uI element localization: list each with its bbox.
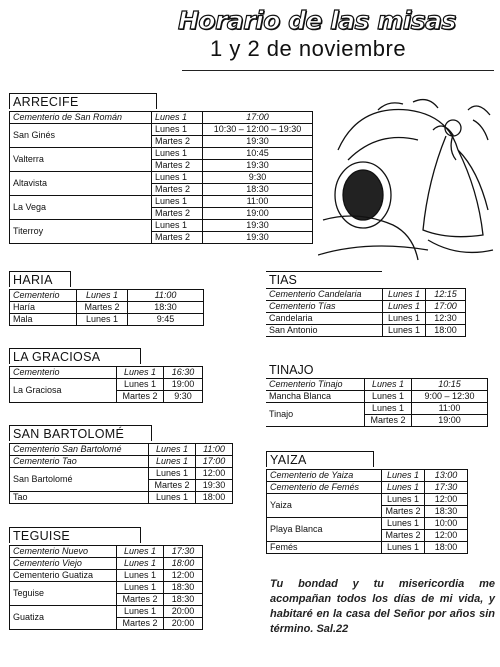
time-cell: 19:30 (203, 136, 313, 148)
place-cell: Guatiza (10, 606, 117, 630)
day-cell: Lunes 1 (152, 196, 203, 208)
table-row (10, 456, 233, 468)
schedule-table (9, 366, 203, 403)
day-cell: Martes 2 (117, 594, 164, 606)
time-cell: 19:00 (164, 379, 203, 391)
time-cell: 9:45 (128, 314, 204, 326)
time-cell: 13:00 (425, 470, 468, 482)
day-cell: Lunes 1 (117, 379, 164, 391)
day-cell: Lunes 1 (77, 290, 128, 302)
time-cell: 18:00 (196, 492, 233, 504)
schedule-table (266, 288, 466, 337)
time-cell: 11:00 (412, 403, 488, 415)
section-title: YAIZA (266, 451, 374, 467)
place-cell: Valterra (10, 148, 152, 172)
table-row (10, 196, 313, 208)
time-cell: 19:30 (203, 160, 313, 172)
time-cell: 11:00 (196, 444, 233, 456)
day-cell: Lunes 1 (383, 325, 426, 337)
time-cell: 10:15 (412, 379, 488, 391)
table-row (10, 290, 204, 302)
time-cell: 12:00 (196, 468, 233, 480)
table-row (267, 482, 468, 494)
time-cell: 10:30 – 12:00 – 19:30 (203, 124, 313, 136)
place-cell: Mancha Blanca (266, 391, 365, 403)
time-cell: 18:30 (425, 506, 468, 518)
place-cell: Cementerio Tinajo (266, 379, 365, 391)
day-cell: Lunes 1 (117, 570, 164, 582)
place-cell: Cementerio de Femés (267, 482, 382, 494)
day-cell: Lunes 1 (149, 456, 196, 468)
section-title: LA GRACIOSA (9, 348, 141, 364)
section-teguise (9, 527, 203, 630)
time-cell: 18:00 (425, 542, 468, 554)
day-cell: Martes 2 (117, 618, 164, 630)
time-cell: 10:00 (425, 518, 468, 530)
day-cell: Lunes 1 (383, 289, 426, 301)
page-title: Horario de las misas (178, 6, 456, 35)
table-row (267, 542, 468, 554)
place-cell: La Graciosa (10, 379, 117, 403)
table-row (10, 148, 313, 160)
bible-quote: Tu bondad y tu misericordia me acompañan todos los días de mi vida, y habitaré en la casa del Señor por años sin término. Sal.22 (270, 578, 495, 635)
time-cell: 18:00 (426, 325, 466, 337)
place-cell: Candelaria (266, 313, 383, 325)
time-cell: 19:30 (196, 480, 233, 492)
day-cell: Lunes 1 (365, 403, 412, 415)
section-tias-table (266, 288, 466, 337)
table-row (10, 314, 204, 326)
place-cell: Cementerio Viejo (10, 558, 117, 570)
table-row (10, 546, 203, 558)
day-cell: Lunes 1 (382, 494, 425, 506)
table-row (267, 518, 468, 530)
section-la-graciosa (9, 348, 203, 403)
day-cell: Lunes 1 (382, 542, 425, 554)
place-cell: Yaiza (267, 494, 382, 518)
section-title: HARIA (9, 271, 71, 287)
place-cell: San Bartolomé (10, 468, 149, 492)
day-cell: Martes 2 (149, 480, 196, 492)
day-cell: Martes 2 (152, 232, 203, 244)
table-row (267, 494, 468, 506)
time-cell: 12:15 (426, 289, 466, 301)
day-cell: Martes 2 (382, 530, 425, 542)
day-cell: Lunes 1 (149, 444, 196, 456)
day-cell: Lunes 1 (117, 367, 164, 379)
section-tias (266, 271, 386, 288)
section-tinajo (266, 362, 342, 378)
table-row (10, 492, 233, 504)
day-cell: Lunes 1 (365, 391, 412, 403)
table-row (267, 470, 468, 482)
table-row (10, 570, 203, 582)
section-arrecife (9, 93, 313, 244)
day-cell: Lunes 1 (152, 172, 203, 184)
table-row (10, 444, 233, 456)
place-cell: Cementerio de San Román (10, 112, 152, 124)
time-cell: 9:30 (203, 172, 313, 184)
time-cell: 11:00 (128, 290, 204, 302)
day-cell: Lunes 1 (117, 606, 164, 618)
table-row (266, 403, 488, 415)
time-cell: 9:00 – 12:30 (412, 391, 488, 403)
time-cell: 18:30 (203, 184, 313, 196)
section-haria (9, 271, 204, 326)
title-underline (182, 70, 494, 71)
place-cell: Tao (10, 492, 149, 504)
section-title: TINAJO (269, 363, 314, 377)
time-cell: 12:30 (426, 313, 466, 325)
place-cell: Cementerio (10, 367, 117, 379)
section-yaiza (266, 451, 468, 554)
place-cell: Cementerio Guatiza (10, 570, 117, 582)
table-row (266, 391, 488, 403)
schedule-table (9, 111, 313, 244)
place-cell: Cementerio Tías (266, 301, 383, 313)
place-cell: San Antonio (266, 325, 383, 337)
time-cell: 18:30 (164, 594, 203, 606)
time-cell: 17:00 (426, 301, 466, 313)
time-cell: 12:00 (425, 494, 468, 506)
table-row (10, 302, 204, 314)
table-row (10, 367, 203, 379)
day-cell: Lunes 1 (149, 468, 196, 480)
section-title: ARRECIFE (9, 93, 157, 109)
time-cell: 18:30 (164, 582, 203, 594)
time-cell: 19:30 (203, 232, 313, 244)
section-san-bartolome (9, 425, 233, 504)
day-cell: Lunes 1 (152, 220, 203, 232)
table-row (266, 325, 466, 337)
time-cell: 18:30 (128, 302, 204, 314)
time-cell: 17:00 (203, 112, 313, 124)
table-row (10, 220, 313, 232)
time-cell: 16:30 (164, 367, 203, 379)
page-subtitle: 1 y 2 de noviembre (210, 36, 407, 61)
table-row (10, 606, 203, 618)
time-cell: 17:00 (196, 456, 233, 468)
day-cell: Martes 2 (152, 184, 203, 196)
place-cell: Haría (10, 302, 77, 314)
day-cell: Martes 2 (152, 208, 203, 220)
time-cell: 11:00 (203, 196, 313, 208)
place-cell: Femés (267, 542, 382, 554)
schedule-table (266, 378, 488, 427)
day-cell: Lunes 1 (117, 546, 164, 558)
table-row (266, 301, 466, 313)
day-cell: Lunes 1 (117, 558, 164, 570)
day-cell: Martes 2 (152, 136, 203, 148)
table-row (10, 379, 203, 391)
schedule-table (266, 469, 468, 554)
day-cell: Martes 2 (117, 391, 164, 403)
day-cell: Lunes 1 (365, 379, 412, 391)
table-row (10, 172, 313, 184)
table-row (10, 124, 313, 136)
place-cell: Tinajo (266, 403, 365, 427)
section-title: TEGUISE (9, 527, 141, 543)
time-cell: 17:30 (425, 482, 468, 494)
time-cell: 19:00 (412, 415, 488, 427)
day-cell: Lunes 1 (152, 148, 203, 160)
section-title: TIAS (266, 271, 382, 288)
day-cell: Lunes 1 (382, 470, 425, 482)
place-cell: Cementerio San Bartolomé (10, 444, 149, 456)
table-row (266, 289, 466, 301)
day-cell: Lunes 1 (152, 112, 203, 124)
time-cell: 18:00 (164, 558, 203, 570)
place-cell: Titerroy (10, 220, 152, 244)
time-cell: 20:00 (164, 606, 203, 618)
time-cell: 9:30 (164, 391, 203, 403)
place-cell: Cementerio Nuevo (10, 546, 117, 558)
section-title: SAN BARTOLOMÉ (9, 425, 152, 441)
table-row (10, 582, 203, 594)
day-cell: Martes 2 (365, 415, 412, 427)
day-cell: Lunes 1 (382, 482, 425, 494)
day-cell: Lunes 1 (77, 314, 128, 326)
section-tinajo-table (266, 378, 488, 427)
place-cell: Cementerio Candelaria (266, 289, 383, 301)
day-cell: Martes 2 (77, 302, 128, 314)
day-cell: Martes 2 (152, 160, 203, 172)
day-cell: Lunes 1 (149, 492, 196, 504)
day-cell: Lunes 1 (152, 124, 203, 136)
day-cell: Lunes 1 (383, 301, 426, 313)
schedule-table (9, 289, 204, 326)
day-cell: Lunes 1 (382, 518, 425, 530)
time-cell: 19:00 (203, 208, 313, 220)
time-cell: 10:45 (203, 148, 313, 160)
place-cell: Playa Blanca (267, 518, 382, 542)
day-cell: Martes 2 (382, 506, 425, 518)
time-cell: 17:30 (164, 546, 203, 558)
schedule-table (9, 443, 233, 504)
time-cell: 20:00 (164, 618, 203, 630)
table-row (10, 558, 203, 570)
table-row (10, 112, 313, 124)
day-cell: Lunes 1 (383, 313, 426, 325)
time-cell: 19:30 (203, 220, 313, 232)
table-row (266, 379, 488, 391)
place-cell: Mala (10, 314, 77, 326)
place-cell: La Vega (10, 196, 152, 220)
schedule-table (9, 545, 203, 630)
day-cell: Lunes 1 (117, 582, 164, 594)
table-row (10, 468, 233, 480)
place-cell: San Ginés (10, 124, 152, 148)
table-row (266, 313, 466, 325)
empty-tomb-illustration (318, 90, 496, 265)
time-cell: 12:00 (425, 530, 468, 542)
place-cell: Cementerio Tao (10, 456, 149, 468)
place-cell: Cementerio (10, 290, 77, 302)
time-cell: 12:00 (164, 570, 203, 582)
place-cell: Altavista (10, 172, 152, 196)
place-cell: Teguise (10, 582, 117, 606)
place-cell: Cementerio de Yaiza (267, 470, 382, 482)
